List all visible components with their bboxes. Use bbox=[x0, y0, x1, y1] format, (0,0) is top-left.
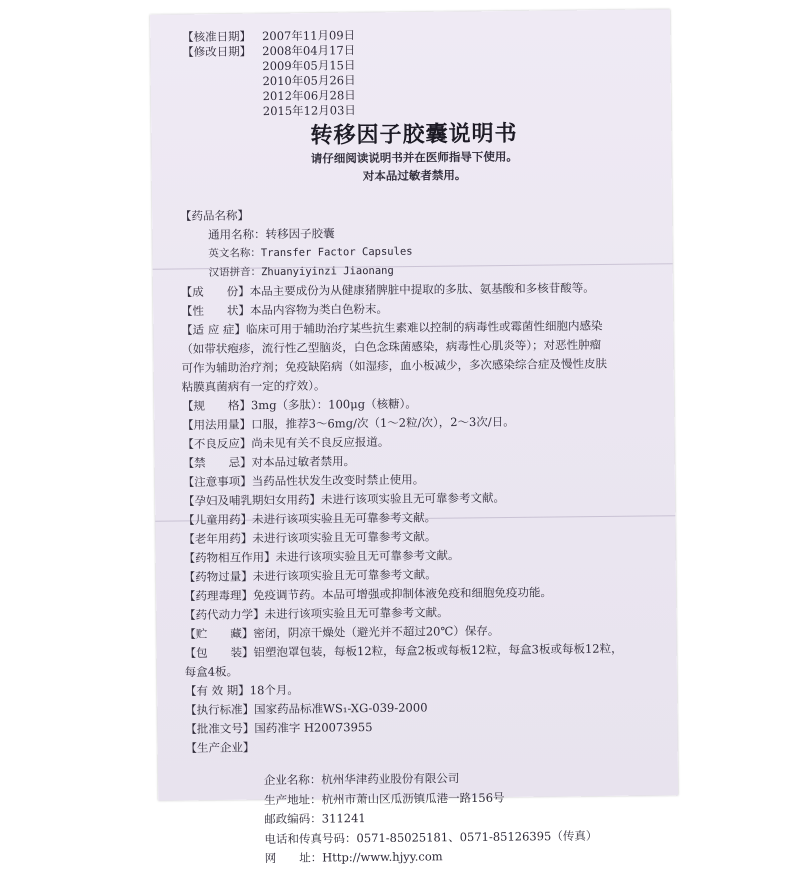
company-website-label: 网 址： bbox=[264, 850, 323, 866]
revise-date-label: 【修改日期】 bbox=[182, 44, 252, 59]
pregnancy-label: 【孕妇及哺乳期妇女用药】 bbox=[182, 492, 321, 508]
adverse-text: 尚未见有关不良反应报道。 bbox=[251, 434, 390, 451]
spec-label: 【规 格】 bbox=[181, 398, 252, 413]
children-text: 未进行该项实验且无可靠参考文献。 bbox=[252, 510, 437, 527]
validity-text: 18个月。 bbox=[249, 682, 299, 698]
revise-date-value: 2010年05月26日 bbox=[262, 73, 356, 89]
date-block bbox=[182, 25, 649, 120]
composition-text: 本品主要成份为从健康猪脾脏中提取的多肽、氨基酸和多核苷酸等。 bbox=[249, 280, 595, 299]
usage-text: 口服，推荐3～6mg/次（1～2粒/次），2～3次/日。 bbox=[251, 414, 515, 432]
company-postcode: 邮政编码：311241 bbox=[264, 811, 366, 827]
company-website: Http://www.hjyy.com bbox=[322, 849, 443, 865]
overdose-text: 未进行该项实验且无可靠参考文献。 bbox=[252, 567, 437, 584]
validity-label: 【有 效 期】 bbox=[184, 683, 250, 698]
revise-date-value: 2008年04月17日 bbox=[262, 43, 356, 59]
elderly-text: 未进行该项实验且无可靠参考文献。 bbox=[252, 529, 437, 546]
generic-name: 通用名称：转移因子胶囊 bbox=[208, 226, 335, 242]
warning-allergy: 对本品过敏者禁用。 bbox=[362, 167, 467, 184]
indication-text: 临床可用于辅助治疗某些抗生素难以控制的病毒性或霉菌性细胞内感染 bbox=[245, 318, 603, 337]
indication-text: 可作为辅助治疗剂；免疫缺陷病（如湿疹，血小板减少，多次感染综合症及慢性皮肤 bbox=[181, 356, 608, 375]
warning-read-instructions: 请仔细阅读说明书并在医师指导下使用。 bbox=[310, 149, 518, 166]
contraindication-text: 对本品过敏者禁用。 bbox=[251, 454, 356, 470]
character-label: 【性 状】 bbox=[180, 303, 251, 318]
interaction-label: 【药物相互作用】 bbox=[183, 550, 276, 565]
pharmacokinetics-label: 【药代动力学】 bbox=[184, 607, 265, 622]
indication-text: （如带状疱疹，流行性乙型脑炎，白色念珠菌感染，病毒性心肌炎等）；对恶性肿瘤 bbox=[181, 337, 602, 356]
indication-text: 粘膜真菌病有一定的疗效）。 bbox=[181, 378, 326, 394]
storage-text: 密闭，阴凉干燥处（避光并不超过20℃）保存。 bbox=[253, 623, 500, 641]
package-label: 【包 装】 bbox=[184, 645, 254, 660]
spec-text: 3mg（多肽）：100μg（核糖）。 bbox=[250, 396, 417, 413]
composition-label: 【成 份】 bbox=[180, 284, 250, 299]
toxicology-text: 免疫调节药。本品可增强或抑制体液免疫和细胞免疫功能。 bbox=[252, 585, 552, 603]
storage-label: 【贮 藏】 bbox=[184, 626, 254, 641]
drug-name-section bbox=[180, 202, 651, 283]
revise-date-value: 2015年12月03日 bbox=[262, 103, 356, 119]
indication-block bbox=[181, 316, 652, 397]
drug-name-label: 【药品名称】 bbox=[179, 208, 250, 223]
pinyin-name: 汉语拼音：Zhuanyiyinzi Jiaonang bbox=[208, 264, 394, 279]
character-text: 本品内容物为类白色粉末。 bbox=[249, 301, 389, 318]
package-text: 铝塑泡罩包装，每板12粒，每盒2板或每板12粒，每盒3板或每板12粒， bbox=[253, 641, 623, 660]
revise-date-value: 2012年06月28日 bbox=[262, 88, 356, 104]
pharmacokinetics-text: 未进行该项实验且无可靠参考文献。 bbox=[264, 605, 449, 622]
standard-text: 国家药品标准WS₁-XG-039-2000 bbox=[254, 700, 428, 717]
approval-text: 国药准字 H20073955 bbox=[254, 720, 373, 736]
contraindication-label: 【禁 忌】 bbox=[182, 455, 252, 470]
elderly-label: 【老年用药】 bbox=[183, 531, 253, 546]
manufacturer-label: 【生产企业】 bbox=[185, 740, 255, 755]
adverse-label: 【不良反应】 bbox=[182, 436, 252, 451]
usage-label: 【用法用量】 bbox=[182, 417, 252, 432]
interaction-text: 未进行该项实验且无可靠参考文献。 bbox=[275, 548, 460, 565]
instruction-leaflet bbox=[178, 25, 657, 869]
toxicology-label: 【药理毒理】 bbox=[183, 588, 253, 603]
document-title: 转移因子胶囊说明书 bbox=[310, 121, 518, 149]
approve-date-label: 【核准日期】 bbox=[181, 29, 252, 44]
children-label: 【儿童用药】 bbox=[183, 512, 253, 527]
package-text: 每盒4板。 bbox=[184, 664, 239, 679]
company-phone: 电话和传真号码：0571-85025181、0571-85126395（传真） bbox=[264, 828, 598, 846]
company-address: 生产地址：杭州市萧山区瓜沥镇瓜港一路156号 bbox=[263, 790, 505, 807]
company-name: 企业名称：杭州华津药业股份有限公司 bbox=[263, 771, 460, 788]
revise-date-value: 2009年05月15日 bbox=[262, 58, 356, 74]
overdose-label: 【药物过量】 bbox=[183, 569, 253, 584]
standard-label: 【执行标准】 bbox=[185, 702, 255, 717]
manufacturer-details bbox=[186, 767, 657, 869]
pregnancy-text: 未进行该项实验且无可靠参考文献。 bbox=[320, 490, 505, 507]
company-website-row bbox=[265, 845, 657, 869]
approval-label: 【批准文号】 bbox=[185, 721, 255, 736]
package-block bbox=[184, 639, 654, 682]
precautions-text: 当药品性状发生改变时禁止使用。 bbox=[251, 472, 425, 489]
precautions-label: 【注意事项】 bbox=[182, 474, 252, 489]
indication-label: 【适 应 症】 bbox=[181, 322, 247, 337]
english-name: 英文名称：Transfer Factor Capsules bbox=[208, 245, 413, 260]
approve-date-value: 2007年11月09日 bbox=[261, 28, 356, 44]
